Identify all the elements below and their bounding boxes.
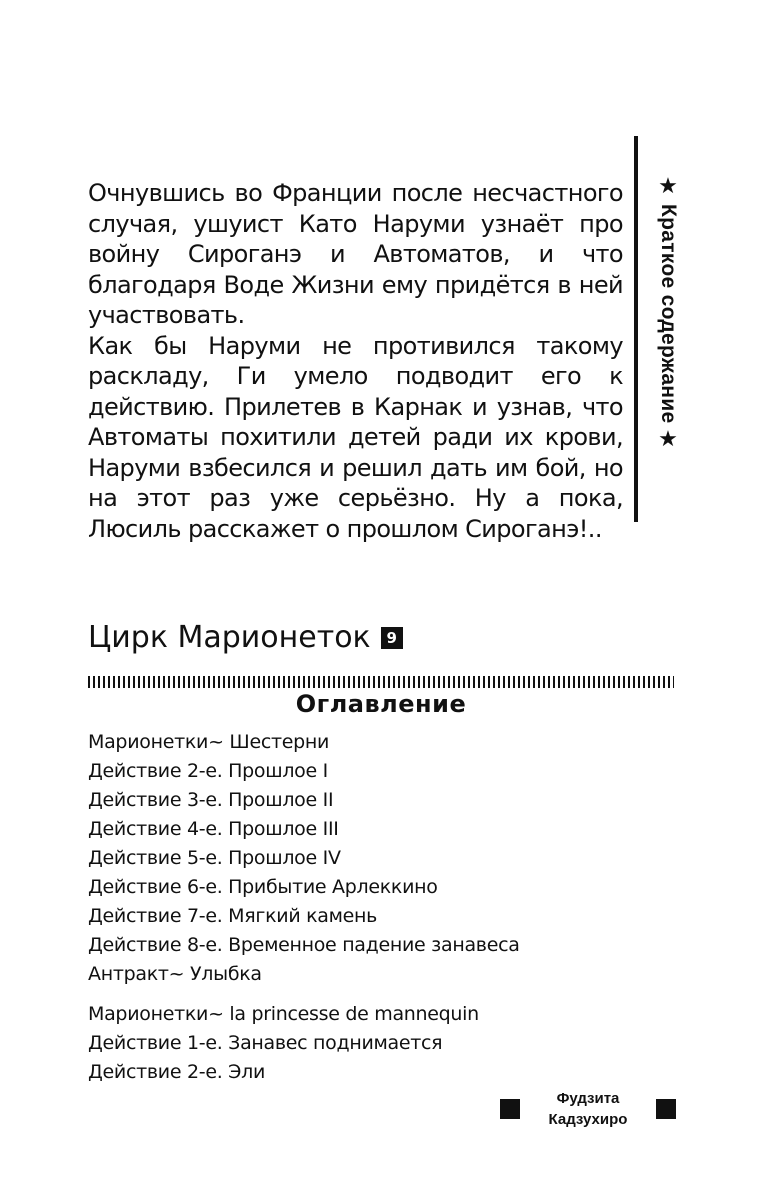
toc-item: Антракт~ Улыбка xyxy=(88,963,262,985)
volume-badge: 9 xyxy=(381,627,403,649)
summary-label-text: Краткое содержание xyxy=(657,204,680,424)
toc-list-second xyxy=(88,1000,648,1087)
toc-item: Действие 2-е. Эли xyxy=(88,1061,266,1083)
summary-paragraph-2: Как бы Наруми не противился такому раскладу, Ги умело подводит его к действию. Прилетев в Карнак и узнав, что Автоматы похитили детей ради их крови, Наруми взбесился и решил дать им бой, но на этот раз уже серьёзно. Ну а пока, Люсиль расскажет о прошлом Сироганэ!.. xyxy=(88,331,623,543)
toc-item: Действие 6-е. Прибытие Арлеккино xyxy=(88,876,438,898)
summary-text xyxy=(88,178,623,544)
toc-item: Марионетки~ la princesse de mannequin xyxy=(88,1003,479,1025)
author-name xyxy=(549,1088,628,1130)
tick-divider xyxy=(88,676,674,688)
author-name-line-2: Кадзухиро xyxy=(548,1111,628,1128)
toc-item: Действие 2-е. Прошлое I xyxy=(88,760,328,782)
toc-item: Действие 3-е. Прошлое II xyxy=(88,789,334,811)
author-block xyxy=(500,1084,676,1134)
toc-item: Действие 8-е. Временное падение занавеса xyxy=(88,934,520,956)
summary-paragraph-1: Очнувшись во Франции после несчастного случая, ушуист Като Наруми узнаёт про войну Сироганэ и Автоматов, и что благодаря Воде Жизни ему придётся в ней участвовать. xyxy=(88,179,623,329)
toc-item: Марионетки~ Шестерни xyxy=(88,731,330,753)
square-bullet-icon xyxy=(656,1099,676,1119)
book-title xyxy=(88,620,403,655)
star-icon: ★ xyxy=(658,174,678,199)
summary-side-label xyxy=(652,176,684,496)
toc-item: Действие 5-е. Прошлое IV xyxy=(88,847,341,869)
toc-list-main xyxy=(88,728,648,989)
toc-item: Действие 7-е. Мягкий камень xyxy=(88,905,378,927)
book-title-text: Цирк Марионеток xyxy=(88,620,371,655)
toc-item: Действие 1-е. Занавес поднимается xyxy=(88,1032,443,1054)
summary-divider xyxy=(634,136,638,522)
square-bullet-icon xyxy=(500,1099,520,1119)
toc-item: Действие 4-е. Прошлое III xyxy=(88,818,339,840)
star-icon: ★ xyxy=(658,427,678,453)
author-name-line-1: Фудзита xyxy=(556,1090,620,1107)
toc-heading: Оглавление xyxy=(295,690,467,718)
